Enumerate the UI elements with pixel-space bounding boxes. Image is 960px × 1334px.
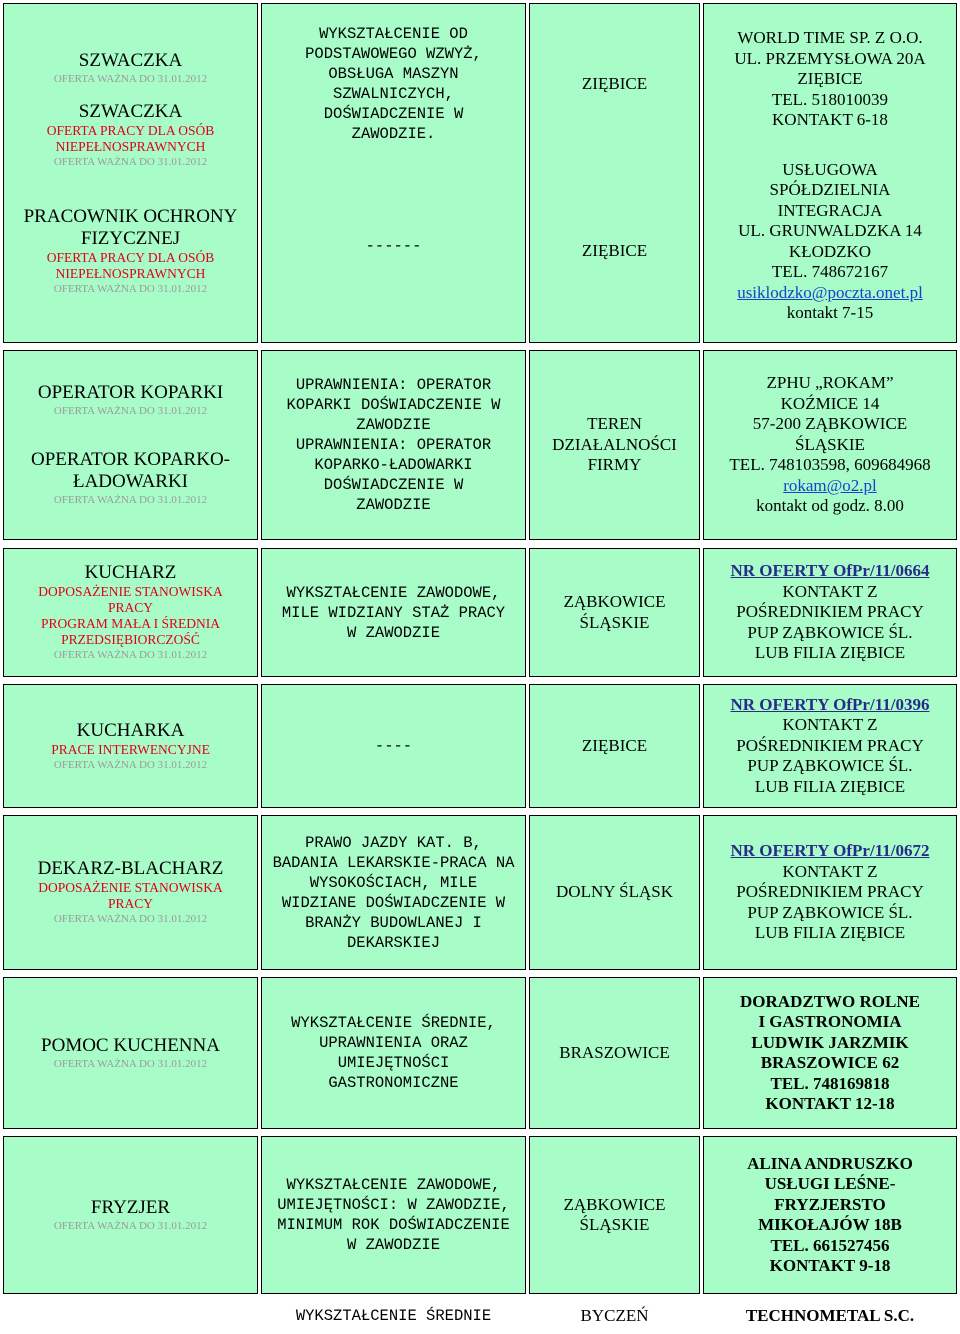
requirements-cell — [261, 548, 526, 677]
offer-number-link[interactable]: NR OFERTY OfPr/11/0664 — [730, 561, 930, 581]
location-cell — [529, 1136, 700, 1294]
requirements-cell — [261, 684, 526, 808]
requirements-text: WYKSZTAŁCENIE OD PODSTAWOWEGO WZWYŻ, OBSŁUGA MASZYN SZWALNICZYCH, DOŚWIADCZENIE W ZAWODZIE. — [305, 25, 482, 143]
contact-line: UL. GRUNWALDZKA 14 — [738, 221, 922, 240]
contact-line: MIKOŁAJÓW 18B — [758, 1215, 902, 1234]
requirements-cell — [261, 3, 526, 343]
contact-cell — [703, 3, 957, 343]
contact-hours: kontakt 7-15 — [786, 303, 874, 322]
job-title: SZWACZKA — [78, 100, 183, 122]
requirements-cell — [261, 350, 526, 540]
contact-cell — [703, 1301, 957, 1331]
location-text: ZIĘBICE — [581, 74, 648, 93]
contact-cell — [703, 350, 957, 540]
requirements-text: WYKSZTAŁCENIE ZAWODOWE, UMIEJĘTNOŚCI: W ZAWODZIE, MINIMUM ROK DOŚWIADCZENIE W ZAWODZIE — [277, 1176, 510, 1254]
job-title-cell — [3, 548, 258, 677]
job-row-2 — [3, 350, 957, 540]
contact-line: ZIĘBICE — [797, 69, 863, 88]
requirements-text: UPRAWNIENIA: OPERATOR KOPARKI DOŚWIADCZENIE W ZAWODZIE — [286, 376, 501, 434]
email-link[interactable]: rokam@o2.pl — [783, 475, 877, 495]
contact-line: TECHNOMETAL S.C. — [745, 1305, 915, 1325]
requirements-text: WYKSZTAŁCENIE ŚREDNIE — [295, 1307, 492, 1325]
contact-hours: kontakt od godz. 8.00 — [756, 496, 904, 516]
requirements-text: PRAWO JAZDY KAT. B, BADANIA LEKARSKIE-PRACA NA WYSOKOŚCIACH, MILE WIDZIANE DOŚWIADCZENIE W BRANŻY BUDOWLANEJ I DEKARSKIEJ — [272, 833, 515, 952]
contact-line: BRASZOWICE 62 — [760, 1053, 900, 1072]
requirements-text: ------ — [365, 237, 422, 255]
contact-line: KONTAKT Z — [782, 581, 878, 601]
contact-line: ALINA ANDRUSZKO — [747, 1153, 913, 1173]
job-title: PRACOWNIK OCHRONY FIZYCZNEJ — [23, 205, 238, 249]
contact-line: TEL. 748169818 — [770, 1073, 890, 1093]
job-row-4 — [3, 684, 957, 808]
job-row-6 — [3, 977, 957, 1129]
validity-date: OFERTA WAŻNA DO 31.01.2012 — [53, 72, 208, 85]
contact-line: POŚREDNIKIEM PRACY — [736, 735, 924, 755]
partial-row — [3, 1301, 957, 1331]
validity-date: OFERTA WAŻNA DO 31.01.2012 — [53, 1057, 208, 1070]
location-text: TEREN DZIAŁALNOŚCI FIRMY — [552, 414, 677, 475]
contact-line: USŁUGOWA — [782, 159, 878, 179]
validity-date: OFERTA WAŻNA DO 31.01.2012 — [53, 155, 208, 168]
job-title: KUCHARZ — [84, 562, 177, 583]
contact-line: LUB FILIA ZIĘBICE — [754, 776, 906, 796]
contact-line: WORLD TIME SP. Z O.O. — [737, 28, 923, 47]
offer-type: PROGRAM MAŁA I ŚREDNIA — [41, 616, 220, 631]
validity-date: OFERTA WAŻNA DO 31.01.2012 — [53, 494, 208, 506]
job-title-cell — [3, 350, 258, 540]
validity-date: OFERTA WAŻNA DO 31.01.2012 — [53, 649, 208, 661]
offer-number-link[interactable]: NR OFERTY OfPr/11/0396 — [730, 694, 930, 714]
contact-line: TEL. 748672167 — [771, 262, 889, 281]
location-text: ZIĘBICE — [581, 735, 648, 755]
requirements-cell — [261, 1301, 526, 1331]
contact-line: POŚREDNIKIEM PRACY — [736, 602, 924, 622]
offer-type: DOPOSAŻENIE STANOWISKA — [38, 880, 223, 895]
offer-type: OFERTA PRACY DLA OSÓB — [46, 122, 215, 138]
requirements-cell — [261, 815, 526, 970]
job-title-cell — [3, 3, 258, 343]
job-title-cell — [3, 977, 258, 1129]
contact-line: FRYZJERSTO — [774, 1194, 886, 1214]
contact-line: ZPHU „ROKAM” — [766, 373, 894, 393]
job-row-1 — [3, 3, 957, 343]
location-cell — [529, 684, 700, 808]
job-row-7 — [3, 1136, 957, 1294]
location-cell — [529, 977, 700, 1129]
offer-type: DOPOSAŻENIE STANOWISKA — [38, 584, 223, 599]
location-text: BYCZEŃ — [580, 1305, 649, 1325]
contact-line: PUP ZĄBKOWICE ŚL. — [747, 622, 913, 642]
requirements-text: WYKSZTAŁCENIE ZAWODOWE, MILE WIDZIANY STAŻ PRACY W ZAWODZIE — [281, 583, 506, 642]
requirements-cell — [261, 1136, 526, 1294]
job-title: OPERATOR KOPARKO-ŁADOWARKI — [30, 449, 231, 492]
contact-line: KOŹMICE 14 — [780, 393, 880, 413]
location-text: BRASZOWICE — [559, 1042, 670, 1062]
job-title: DEKARZ-BLACHARZ — [37, 858, 224, 879]
job-title: OPERATOR KOPARKI — [37, 382, 224, 403]
contact-line: KONTAKT Z — [782, 715, 878, 735]
job-row-5 — [3, 815, 957, 970]
contact-line: LUB FILIA ZIĘBICE — [754, 923, 906, 943]
offer-type: OFERTA PRACY DLA OSÓB — [46, 249, 215, 265]
contact-line: TEL. 661527456 — [770, 1235, 890, 1255]
location-cell — [529, 350, 700, 540]
contact-line: USŁUGI LEŚNE- — [764, 1174, 896, 1193]
location-text: DOLNY ŚLĄSK — [556, 882, 673, 902]
location-text: ZĄBKOWICE ŚLĄSKIE — [563, 592, 666, 632]
offer-type: NIEPEŁNOSPRAWNYCH — [55, 138, 206, 154]
validity-date: OFERTA WAŻNA DO 31.01.2012 — [53, 282, 208, 295]
contact-line: LUDWIK JARZMIK — [751, 1032, 909, 1052]
offer-type: NIEPEŁNOSPRAWNYCH — [55, 265, 206, 281]
contact-cell — [703, 684, 957, 808]
job-row-3 — [3, 548, 957, 677]
contact-line: ŚLĄSKIE — [795, 434, 865, 454]
contact-cell — [703, 815, 957, 970]
job-title: POMOC KUCHENNA — [41, 1034, 220, 1056]
job-title: SZWACZKA — [78, 49, 183, 71]
validity-date: OFERTA WAŻNA DO 31.01.2012 — [53, 913, 208, 925]
contact-line: INTEGRACJA — [777, 200, 883, 220]
location-text: ZĄBKOWICE ŚLĄSKIE — [563, 1194, 666, 1234]
contact-line: KONTAKT 12-18 — [765, 1094, 895, 1113]
job-title-cell — [3, 815, 258, 970]
contact-line: KŁODZKO — [788, 241, 872, 261]
validity-date: OFERTA WAŻNA DO 31.01.2012 — [53, 1219, 208, 1232]
contact-line: TEL. 748103598, 609684968 — [729, 455, 931, 475]
job-title: FRYZJER — [90, 1196, 171, 1218]
validity-date: OFERTA WAŻNA DO 31.01.2012 — [53, 405, 208, 417]
contact-line: LUB FILIA ZIĘBICE — [754, 643, 906, 663]
contact-line: KONTAKT Z — [782, 861, 878, 881]
requirements-text: WYKSZTAŁCENIE ŚREDNIE, UPRAWNIENIA ORAZ UMIEJĘTNOŚCI GASTRONOMICZNE — [291, 1014, 496, 1092]
contact-line: POŚREDNIKIEM PRACY — [736, 882, 924, 902]
requirements-text: UPRAWNIENIA: OPERATOR KOPARKO-ŁADOWARKI DOŚWIADCZENIE W ZAWODZIE — [295, 436, 492, 514]
contact-line: UL. PRZEMYSŁOWA 20A — [734, 48, 926, 68]
contact-cell — [703, 1136, 957, 1294]
contact-cell — [703, 548, 957, 677]
validity-date: OFERTA WAŻNA DO 31.01.2012 — [53, 758, 208, 771]
contact-line: PUP ZĄBKOWICE ŚL. — [747, 756, 913, 776]
location-cell — [529, 815, 700, 970]
location-cell — [529, 3, 700, 343]
offer-number-link[interactable]: NR OFERTY OfPr/11/0672 — [730, 841, 930, 861]
contact-line: DORADZTWO ROLNE — [740, 991, 920, 1011]
contact-line: I GASTRONOMIA — [758, 1012, 902, 1031]
offer-type: PRACY — [107, 600, 153, 615]
contact-line: KONTAKT 9-18 — [769, 1256, 891, 1275]
offer-type: PRACY — [107, 896, 153, 911]
contact-cell — [703, 977, 957, 1129]
requirements-text: ---- — [374, 737, 413, 755]
offer-type: PRACE INTERWENCYJNE — [51, 741, 210, 757]
job-title-cell — [3, 1136, 258, 1294]
location-cell — [529, 1301, 700, 1331]
contact-line: KONTAKT 6-18 — [772, 110, 888, 129]
contact-line: PUP ZĄBKOWICE ŚL. — [747, 902, 913, 922]
offer-type: PRZEDSIĘBIORCZOŚĆ — [61, 632, 200, 647]
job-title-cell — [3, 684, 258, 808]
email-link[interactable]: usiklodzko@poczta.onet.pl — [737, 282, 923, 302]
contact-line: 57-200 ZĄBKOWICE — [752, 414, 908, 434]
requirements-cell — [261, 977, 526, 1129]
contact-line: TEL. 518010039 — [771, 89, 889, 109]
location-text: ZIĘBICE — [581, 240, 648, 260]
location-cell — [529, 548, 700, 677]
contact-line: SPÓŁDZIELNIA — [769, 180, 891, 199]
job-title: KUCHARKA — [76, 719, 185, 741]
